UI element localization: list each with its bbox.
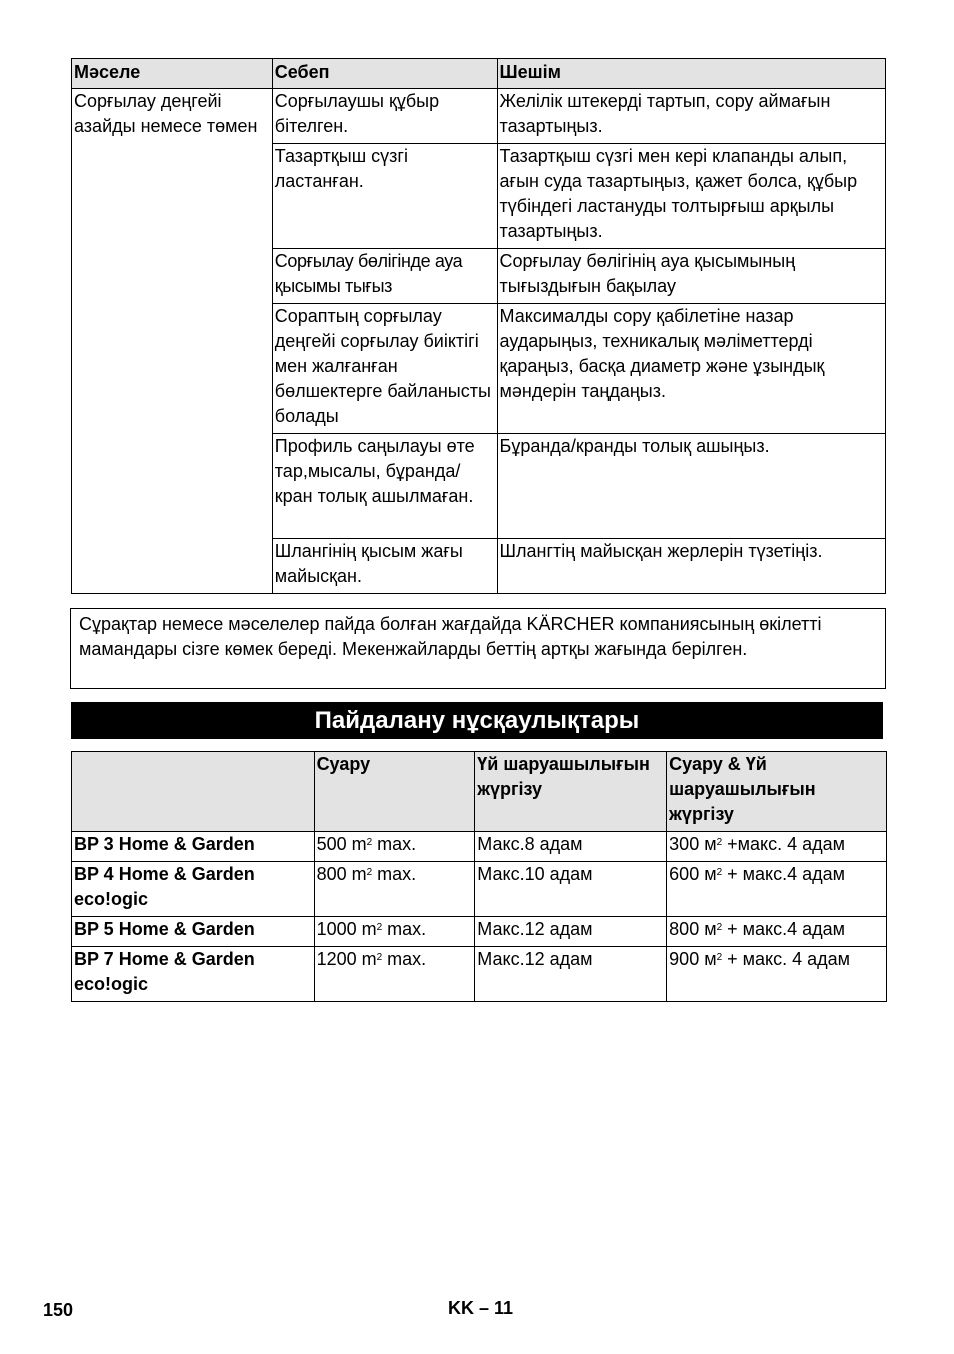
remedy-cell: Шлангтің майысқан жерлерін түзетіңіз. [497,539,885,594]
usage-table [71,751,887,1002]
service-notice: Сұрақтар немесе мәселелер пайда болған жағдайда KÄRCHER компаниясының өкілетті мамандары сізге көмек береді. Мекенжайларды беттің артқы жағында берілген. [70,608,886,689]
combined-suffix: + макс.4 адам [722,864,846,884]
page-number: 150 [43,1300,74,1320]
model-cell: BP 4 Home & Garden eco!ogic [72,862,315,917]
header-remedy: Шешім [497,59,885,89]
table-row [72,917,887,947]
combined-value: 800 м [669,919,717,939]
combined-suffix: + макс.4 адам [722,919,846,939]
irrigation-cell [314,862,475,917]
header-problem: Мәселе [72,59,273,89]
combined-value: 600 м [669,864,717,884]
household-cell: Макс.10 адам [475,862,667,917]
cause-cell: Сорғылау бөлігінде ауа қысымы тығыз [272,249,497,304]
irrigation-value: 1000 m [316,919,377,939]
header-cause: Себеп [272,59,497,89]
model-cell: BP 3 Home & Garden [72,832,315,862]
irrigation-suffix: max. [372,834,417,854]
unit-exponent: 2 [716,952,723,963]
remedy-cell: Желілік штекерді тартып, сору аймағын тазартыңыз. [497,89,885,144]
combined-cell [667,832,887,862]
remedy-cell: Максималды сору қабілетіне назар аударыңыз, техникалық мәліметтерді қараңыз, басқа диаметр және ұзындық мәндерін таңдаңыз. [497,304,885,434]
combined-cell [667,917,887,947]
combined-value: 900 м [669,949,717,969]
household-cell: Макс.12 адам [475,917,667,947]
irrigation-suffix: max. [382,949,427,969]
remedy-cell: Сорғылау бөлігінің ауа қысымының тығыздығын бақылау [497,249,885,304]
table-header-row [72,59,886,89]
cause-cell: Сорғылаушы құбыр бітелген. [272,89,497,144]
irrigation-cell [314,947,475,1002]
table-row [72,862,887,917]
header-combined: Суару & Үй шаруашылығын жүргізу [667,752,887,832]
header-model [72,752,315,832]
unit-exponent: 2 [366,837,373,848]
section-code: KK – 11 [448,1298,514,1318]
combined-cell [667,947,887,1002]
model-cell: BP 7 Home & Garden eco!ogic [72,947,315,1002]
cause-cell: Тазартқыш сүзгі ластанған. [272,144,497,249]
table-row [72,832,887,862]
unit-exponent: 2 [716,837,723,848]
combined-cell [667,862,887,917]
irrigation-value: 1200 m [316,949,377,969]
troubleshooting-table [71,58,886,594]
table-row [72,947,887,1002]
irrigation-cell [314,832,475,862]
table-row [72,89,886,144]
combined-suffix: +макс. 4 адам [722,834,846,854]
combined-suffix: + макс. 4 адам [722,949,851,969]
remedy-cell: Тазартқыш сүзгі мен кері клапанды алып, ағын суда тазартыңыз, қажет болса, құбыр түбіндегі ластануды толтырғыш арқылы тазартыңыз. [497,144,885,249]
remedy-cell: Бұранда/кранды толық ашыңыз. [497,434,885,539]
unit-exponent: 2 [376,922,383,933]
irrigation-cell [314,917,475,947]
cause-cell: Сораптың сорғылау деңгейі сорғылау биіктігі мен жалғанған бөлшектерге байланысты болады [272,304,497,434]
irrigation-value: 800 m [316,864,367,884]
combined-value: 300 м [669,834,717,854]
irrigation-suffix: max. [372,864,417,884]
household-cell: Макс.12 адам [475,947,667,1002]
irrigation-value: 500 m [316,834,367,854]
header-household: Үй шаруашылығын жүргізу [475,752,667,832]
section-title: Пайдалану нұсқаулықтары [71,702,883,739]
problem-cell: Сорғылау деңгейі азайды немесе төмен [72,89,273,594]
household-cell: Макс.8 адам [475,832,667,862]
irrigation-suffix: max. [382,919,427,939]
header-irrigation: Суару [314,752,475,832]
cause-cell: Профиль саңылауы өте тар,мысалы, бұранда/кран толық ашылмаған. [272,434,497,539]
unit-exponent: 2 [366,867,373,878]
cause-cell: Шлангінің қысым жағы майысқан. [272,539,497,594]
unit-exponent: 2 [376,952,383,963]
table-header-row [72,752,887,832]
model-cell: BP 5 Home & Garden [72,917,315,947]
unit-exponent: 2 [716,867,723,878]
unit-exponent: 2 [716,922,723,933]
